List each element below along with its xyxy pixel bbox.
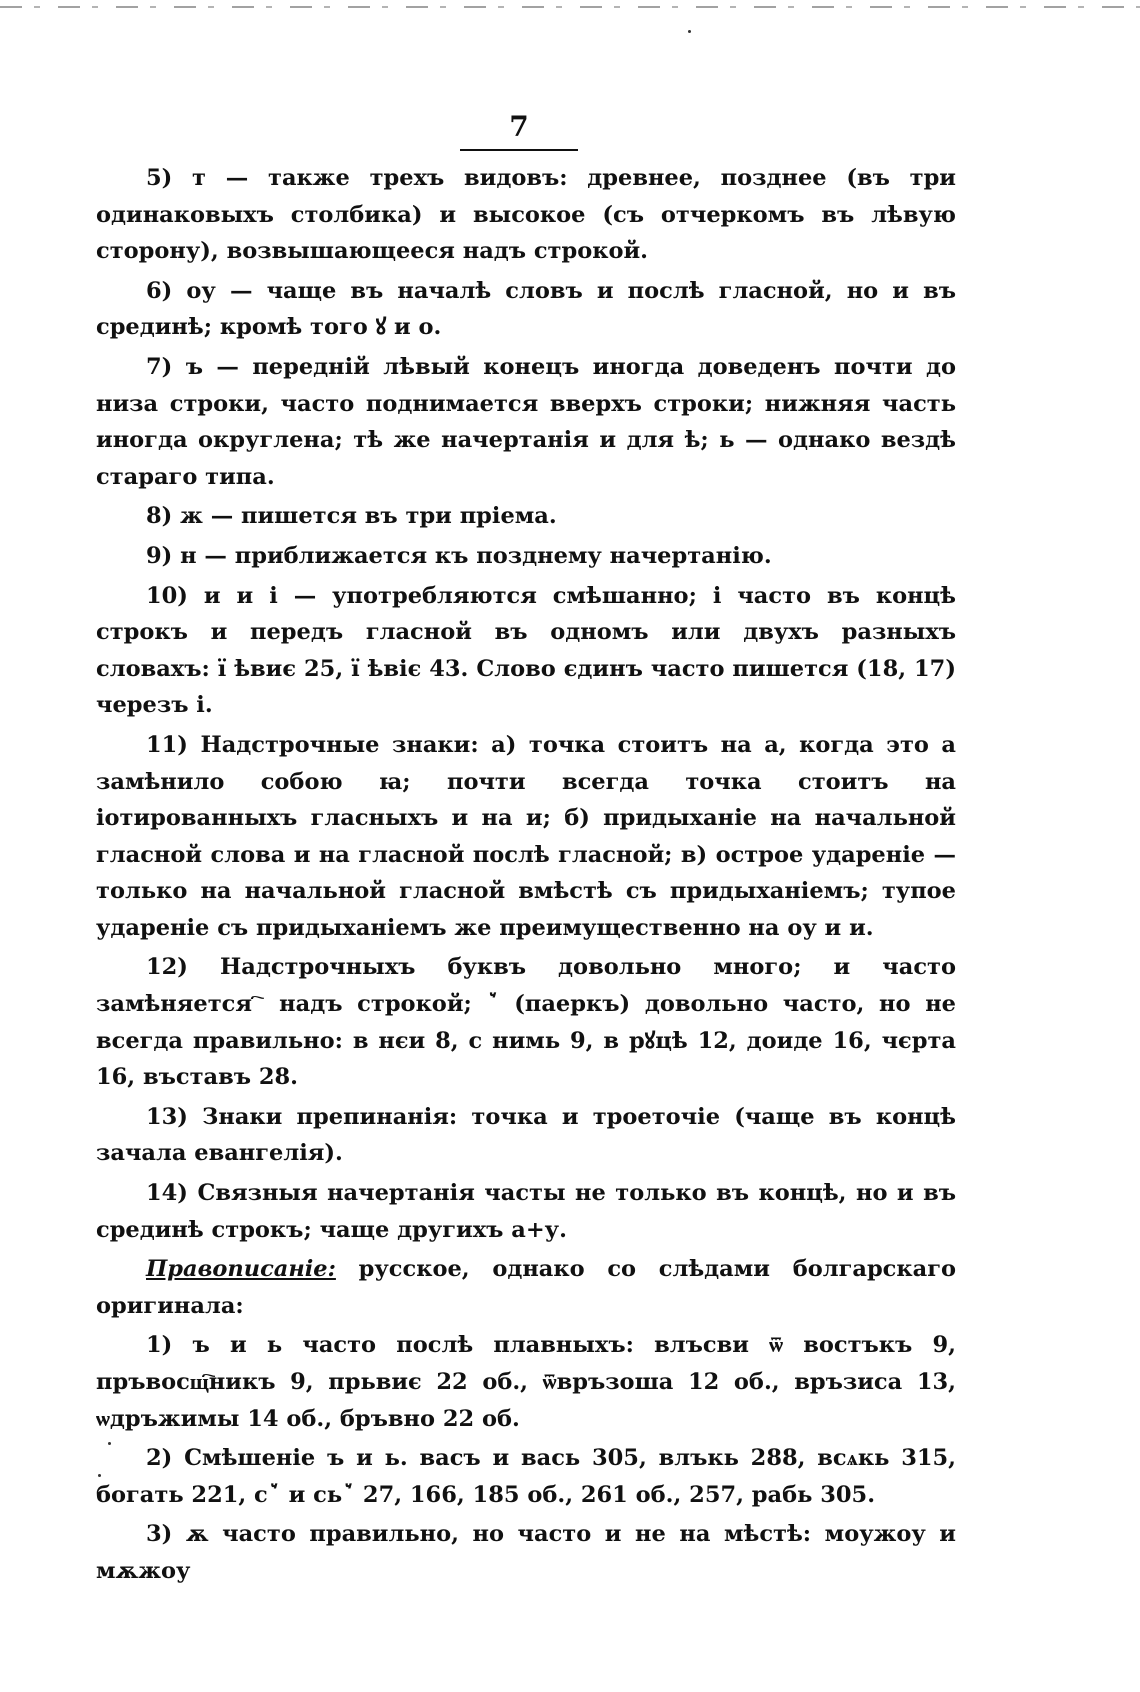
paragraph-item-7: 7) ъ — передній лѣвый конецъ иногда доведенъ почти до низа строки, часто поднимается вверхъ строки; нижняя часть иногда округлена; тѣ же начертанія и для ѣ; ь — однако вездѣ стараго типа. [96, 353, 956, 490]
page-header [460, 112, 578, 151]
page-number: 7 [509, 110, 529, 143]
scan-speck [688, 30, 691, 33]
paragraph-item-13: 13) Знаки препинанія: точка и троеточіе (чаще въ концѣ зачала евангелія). [96, 1103, 956, 1167]
paragraph-item-5: 5) т — также трехъ видовъ: древнее, позднее (въ три одинаковыхъ столбика) и высокое (съ отчеркомъ въ лѣвую сторону), возвышающееся надъ строкой. [96, 165, 956, 265]
paragraph-item-11: 11) Надстрочные знаки: а) точка стоитъ на а, когда это а замѣнило собою ꙗ; почти всегда точка стоитъ на іотированныхъ гласныхъ и на и; б) придыханіе на начальной гласной слова и на гласной послѣ гласной; в) острое удареніе — только на начальной гласной вмѣстѣ съ придыханіемъ; тупое удареніе съ придыханіемъ же преимущественно на оу и и. [96, 731, 956, 941]
paragraph-item-14: 14) Связныя начертанія часты не только въ концѣ, но и въ срединѣ строкъ; чаще другихъ а+у. [96, 1180, 956, 1243]
paragraph-item-12: 12) Надстрочныхъ буквъ довольно много; и часто замѣняется ҇ надъ строкой; ꙿ (паеркъ) довольно часто, но не всегда правильно: в нєи 8, с нимь 9, в рꙋцѣ 12, доиде 16, чєрта 16, въставъ 28. [96, 954, 956, 1091]
orthography-item-2: 2) Смѣшеніе ъ и ь. васъ и вась 305, влъкь 288, всѧкь 315, богать 221, сꙿ и сьꙿ 27, 166, 185 об., 261 об., 257, рабь 305. [96, 1445, 956, 1508]
orthography-heading: Правописаніе: [146, 1256, 336, 1283]
paragraph-item-8: 8) ж — пишется въ три пріема. [146, 503, 557, 530]
page-number-rule [460, 149, 578, 151]
scan-top-edge [0, 6, 1140, 8]
orthography-item-1: 1) ъ и ь часто послѣ плавныхъ: влъсви ѿ востъкъ 9, пръвосщ҇никъ 9, прьвиє 22 об., ѿвръзоша 12 об., връзиса 13, ѡдръжимы 14 об., бръвно 22 об. [96, 1332, 956, 1432]
paragraph-item-10: 10) и и і — употребляются смѣшанно; і часто въ концѣ строкъ и передъ гласной въ одномъ или двухъ разныхъ словахъ: ї ѣвиє 25, ї ѣвіє 43. Слово єдинъ часто пишется (18, 17) черезъ і. [96, 582, 956, 719]
document-body [96, 160, 956, 1593]
orthography-intro: русское, однако со слѣдами болгарскаго оригинала: [96, 1256, 956, 1319]
orthography-paragraph [96, 1251, 956, 1324]
paragraph-item-6: 6) оу — чаще въ началѣ словъ и послѣ гласной, но и въ срединѣ; кромѣ того ꙋ и о. [96, 277, 956, 341]
paragraph-item-9: 9) н — приближается къ позднему начертанію. [146, 542, 772, 569]
orthography-item-3: 3) ѫ часто правильно, но часто и не на мѣстѣ: моужоу и мѫжоу [96, 1521, 956, 1584]
